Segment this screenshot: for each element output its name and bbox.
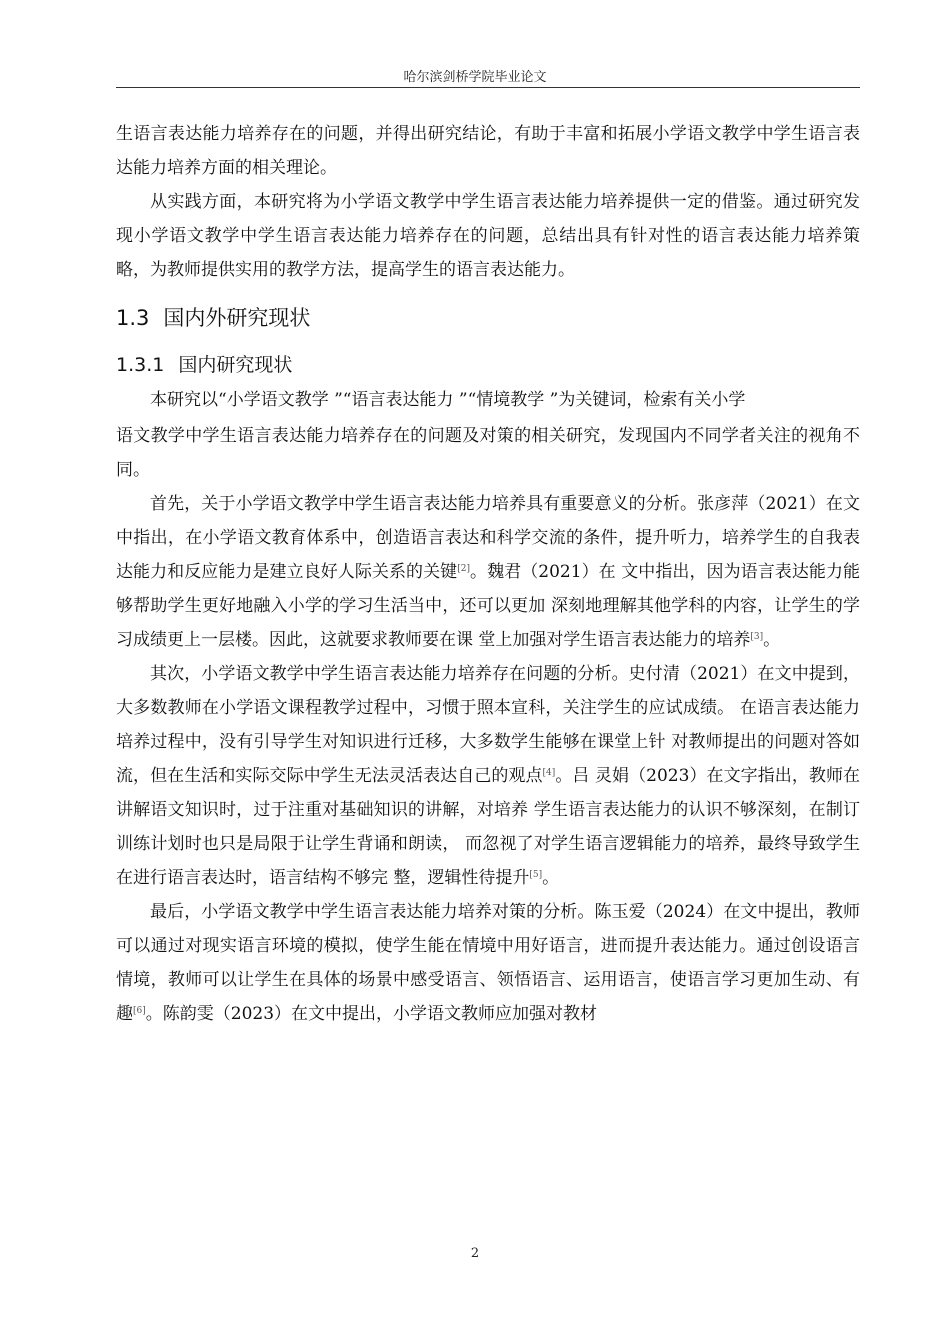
paragraph-problems-review — [116, 657, 860, 895]
header-rule — [116, 87, 860, 88]
section-number: 1.3 — [116, 306, 150, 330]
subsection-title: 国内研究现状 — [178, 354, 293, 376]
paragraph-significance-review — [116, 487, 860, 657]
citation-2: [2] — [457, 564, 470, 574]
text-run: 。 — [763, 630, 781, 650]
running-header: 哈尔滨剑桥学院毕业论文 — [403, 70, 547, 85]
citation-6: [6] — [133, 1006, 146, 1016]
subsection-heading-1-3-1 — [116, 343, 860, 387]
section-title: 国内外研究现状 — [163, 306, 311, 330]
paragraph-keywords-line: 本研究以“小学语文教学 ”“语言表达能力 ”“情境教学 ”为关键词，检索有关小学 — [150, 390, 746, 410]
text-run: 。魏君（2021）在 文中指出，因为语言表达能力能够帮助学生更好地融入小学的学习生活当中，还可以更加 深刻地理解其他学科的内容，让学生的学习成绩更上一层楼。因此，这就要求教师要在课 堂上加强对学生语言表达能力的培养 — [116, 562, 861, 650]
text-run: 首先，关于小学语文教学中学生语言表达能力培养具有重要意义的分析。张彦萍（2021）在文中指出，在小学语文教育体系中，创造语言表达和科学交流的条件，提升听力，培养学生的自我表达能力和反应能力是建立良好人际关系的关键 — [116, 494, 860, 582]
text-run: 其次，小学语文教学中学生语言表达能力培养存在问题的分析。史付清（2021）在文中提到，大多数教师在小学语文课程教学过程中，习惯于照本宣科，关注学生的应试成绩。 在语言表达能力培养过程中，没有引导学生对知识进行迁移，大多数学生能够在课堂上针 对教师提出的问题对答如流，但在生活和实际交际中学生无法灵活表达自己的观点 — [116, 664, 860, 786]
subsection-number: 1.3.1 — [116, 354, 165, 376]
paragraph-strategies-review — [116, 895, 860, 1031]
page-body — [116, 117, 860, 1031]
paragraph-keywords-rest: 语文教学中学生语言表达能力培养存在的问题及对策的相关研究，发现国内不同学者关注的视角不同。 — [116, 426, 860, 480]
paragraph-theory-significance: 生语言表达能力培养存在的问题，并得出研究结论，有助于丰富和拓展小学语文教学中学生语言表达能力培养方面的相关理论。 — [116, 124, 860, 178]
text-run: 最后，小学语文教学中学生语言表达能力培养对策的分析。陈玉爱（2024）在文中提出，教师可以通过对现实语言环境的模拟，使学生能在情境中用好语言，进而提升表达能力。通过创设语言情境，教师可以让学生在具体的场景中感受语言、领悟语言、运用语言，使语言学习更加生动、有趣 — [116, 902, 860, 1024]
paragraph-practice-significance: 从实践方面，本研究将为小学语文教学中学生语言表达能力培养提供一定的借鉴。通过研究发现小学语文教学中学生语言表达能力培养存在的问题，总结出具有针对性的语言表达能力培养策略，为教师提供实用的教学方法，提高学生的语言表达能力。 — [116, 192, 860, 280]
citation-5: [5] — [529, 870, 543, 880]
text-run: 。 — [542, 868, 560, 888]
text-run: 。吕 灵娟（2023）在文字指出，教师在讲解语文知识时，过于注重对基础知识的讲解，对培养 学生语言表达能力的认识不够深刻，在制订训练计划时也只是局限于让学生背诵和朗读， 而忽视了对学生语言逻辑能力的培养，最终导致学生在进行语言表达时，语言结构不够完 整，逻辑性待提升 — [116, 766, 861, 888]
citation-4: [4] — [542, 768, 556, 778]
citation-3: [3] — [750, 632, 764, 642]
section-heading-1-3 — [116, 293, 860, 343]
text-run: 。陈韵雯（2023）在文中提出，小学语文教师应加强对教材 — [145, 1004, 598, 1024]
page-number: 2 — [470, 1246, 480, 1261]
